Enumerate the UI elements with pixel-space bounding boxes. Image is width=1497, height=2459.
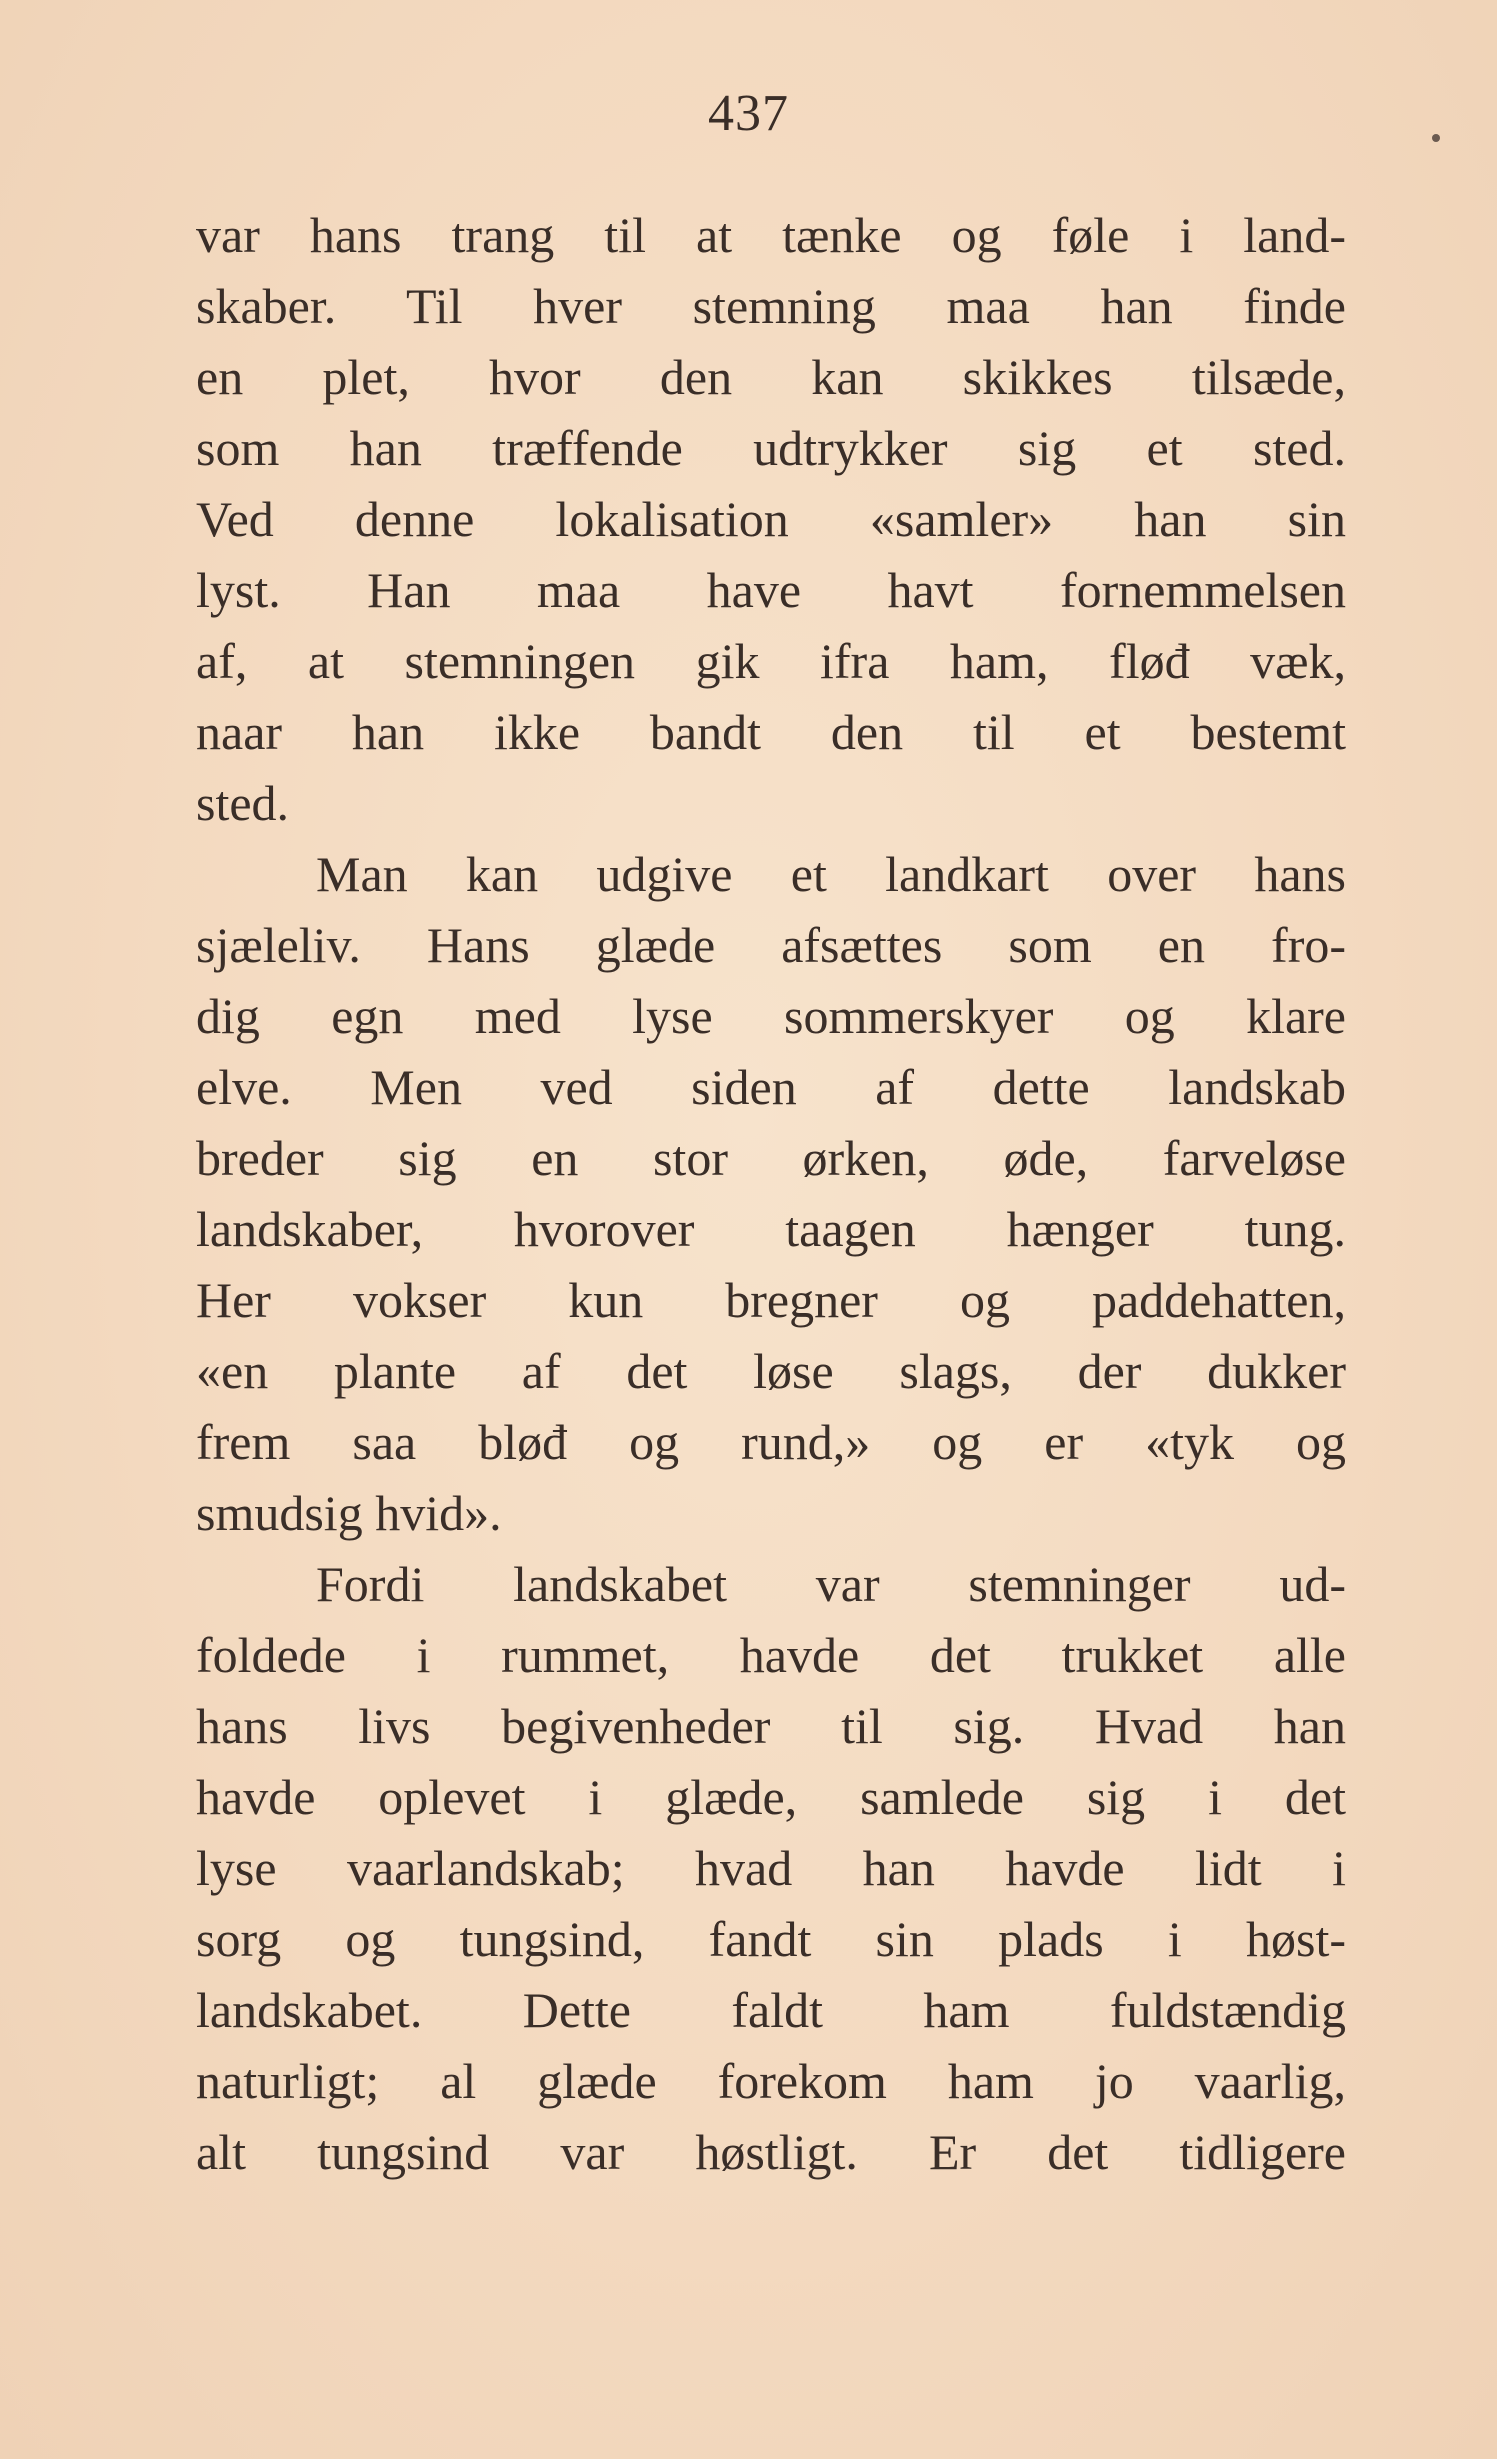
text-line: breder sig en stor ørken, øde, farveløse	[196, 1130, 1346, 1186]
text-line: foldede i rummet, havde det trukket alle	[196, 1627, 1346, 1683]
text-line: lyse vaarlandskab; hvad han havde lidt i	[196, 1840, 1346, 1896]
text-line: naturligt; al glæde forekom ham jo vaarlig,	[196, 2053, 1346, 2109]
body-text	[196, 200, 1346, 2188]
text-line: Ved denne lokalisation «samler» han sin	[196, 491, 1346, 547]
text-line: frem saa bløđ og rund,» og er «tyk og	[196, 1414, 1346, 1470]
text-line: naar han ikke bandt den til et bestemt	[196, 704, 1346, 760]
text-line: Her vokser kun bregner og paddehatten,	[196, 1272, 1346, 1328]
text-line: som han træffende udtrykker sig et sted.	[196, 420, 1346, 476]
text-line: Man kan udgive et landkart over hans	[316, 846, 1346, 902]
ink-speck	[1432, 134, 1440, 142]
text-line: elve. Men ved siden af dette landskab	[196, 1059, 1346, 1115]
text-line: alt tungsind var høstligt. Er det tidligere	[196, 2124, 1346, 2180]
text-line: sjæleliv. Hans glæde afsættes som en fro-	[196, 917, 1346, 973]
text-line: Fordi landskabet var stemninger ud-	[316, 1556, 1346, 1612]
text-line: sted.	[196, 775, 290, 831]
text-line: lyst. Han maa have havt fornemmelsen	[196, 562, 1346, 618]
text-line: havde oplevet i glæde, samlede sig i det	[196, 1769, 1346, 1825]
text-line: landskabet. Dette faldt ham fuldstændig	[196, 1982, 1346, 2038]
text-line: smudsig hvid».	[196, 1485, 502, 1541]
text-line: var hans trang til at tænke og føle i land-	[196, 207, 1346, 263]
text-line: skaber. Til hver stemning maa han finde	[196, 278, 1346, 334]
text-line: en plet, hvor den kan skikkes tilsæde,	[196, 349, 1346, 405]
page-number: 437	[708, 85, 789, 142]
text-line: dig egn med lyse sommerskyer og klare	[196, 988, 1346, 1044]
text-line: af, at stemningen gik ifra ham, fløđ væk,	[196, 633, 1346, 689]
text-line: sorg og tungsind, fandt sin plads i høst-	[196, 1911, 1346, 1967]
text-line: landskaber, hvorover taagen hænger tung.	[196, 1201, 1346, 1257]
text-line: hans livs begivenheder til sig. Hvad han	[196, 1698, 1346, 1754]
text-line: «en plante af det løse slags, der dukker	[196, 1343, 1346, 1399]
